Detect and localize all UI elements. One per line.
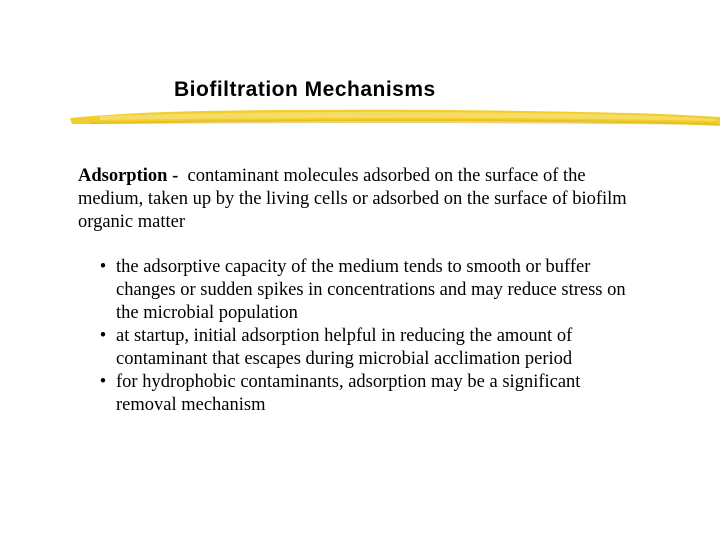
bullet-text: for hydrophobic contaminants, adsorption may be a significant removal mechanism [116,372,581,415]
slide-body [78,165,638,417]
round-bullet-icon: • [99,326,107,346]
list-item [78,325,638,371]
definition-paragraph [78,165,638,234]
bullet-text: the adsorptive capacity of the medium tends to smooth or buffer changes or sudden spikes in concentrations and may reduce stress on the microbial population [116,257,626,323]
round-bullet-icon: • [99,372,107,392]
slide-title: Biofiltration Mechanisms [174,78,436,101]
definition-text: contaminant molecules adsorbed on the surface of the medium, taken up by the living cells or adsorbed on the surface of biofilm organic matter [78,166,627,232]
title-underline-brush-stroke [70,104,720,132]
definition-term: Adsorption - [78,166,179,186]
list-item [78,256,638,325]
bullet-list [78,256,638,417]
list-item [78,371,638,417]
round-bullet-icon: • [99,257,107,277]
bullet-text: at startup, initial adsorption helpful in reducing the amount of contaminant that escapes during microbial acclimation period [116,326,573,369]
